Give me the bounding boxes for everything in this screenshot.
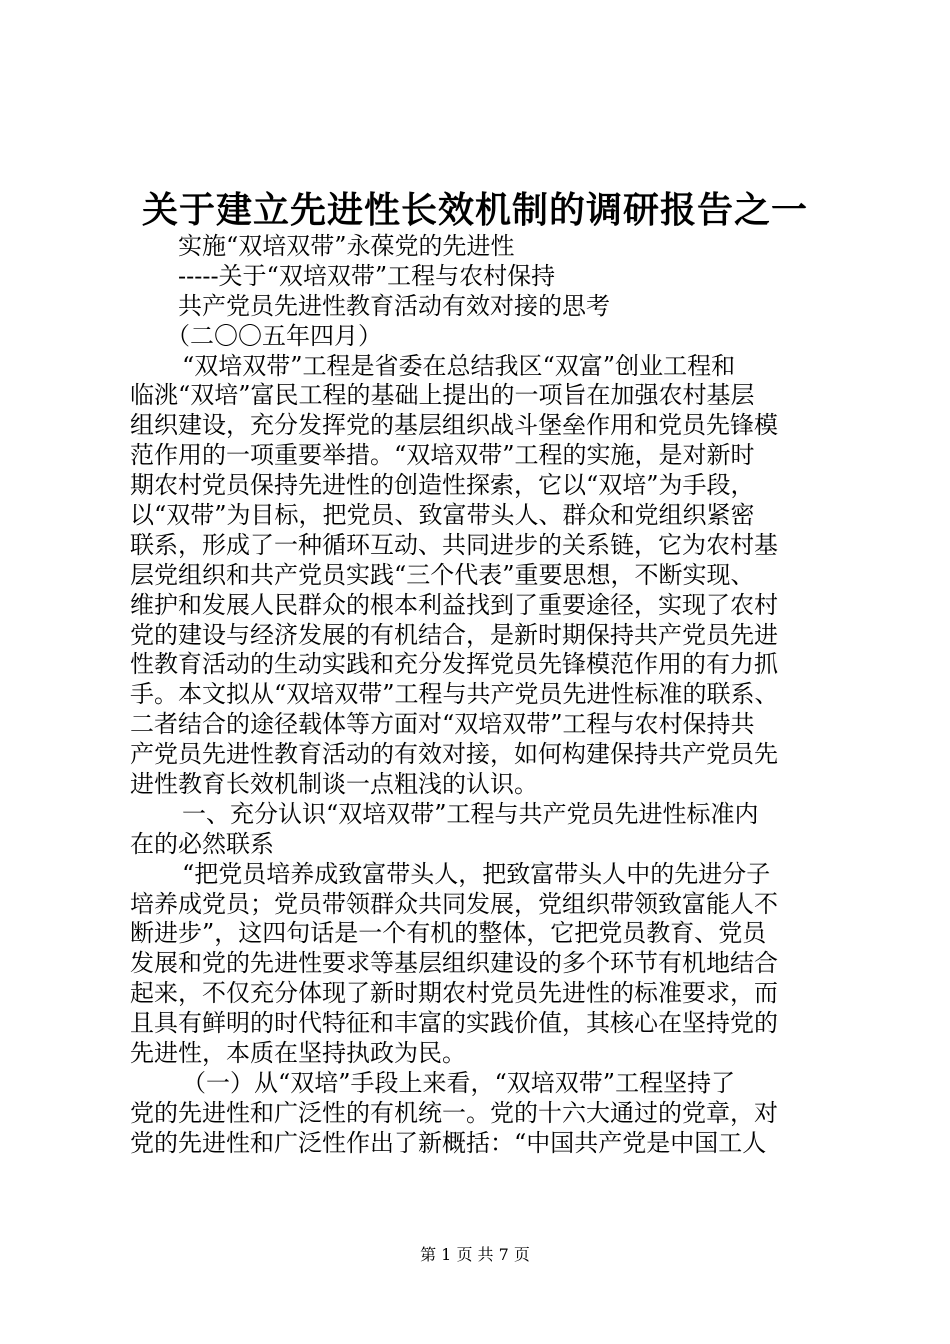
paragraph-line: 且具有鲜明的时代特征和丰富的实践价值，其核心在坚持党的 bbox=[130, 1009, 778, 1038]
paragraph-line: 培养成党员；党员带领群众共同发展，党组织带领致富能人不 bbox=[130, 889, 778, 918]
paragraph-line: 进性教育长效机制谈一点粗浅的认识。 bbox=[130, 770, 538, 799]
paragraph-line: “双培双带”工程是省委在总结我区“双富”创业工程和 bbox=[182, 351, 736, 380]
section-heading: 在的必然联系 bbox=[130, 829, 274, 858]
paragraph-line: 层党组织和共产党员实践“三个代表”重要思想，不断实现、 bbox=[130, 560, 755, 589]
paragraph-line: 党的建设与经济发展的有机结合，是新时期保持共产党员先进 bbox=[130, 620, 778, 649]
paragraph-line: 期农村党员保持先进性的创造性探索，它以“双培”为手段， bbox=[130, 471, 755, 500]
paragraph-line: 党的先进性和广泛性的有机统一。党的十六大通过的党章，对 bbox=[130, 1098, 778, 1127]
paragraph-line: 性教育活动的生动实践和充分发挥党员先锋模范作用的有力抓 bbox=[130, 650, 778, 679]
paragraph-line: 联系，形成了一种循环互动、共同进步的关系链，它为农村基 bbox=[130, 530, 778, 559]
paragraph-line: 范作用的一项重要举措。“双培双带”工程的实施，是对新时 bbox=[130, 441, 755, 470]
paragraph-line: 产党员先进性教育活动的有效对接，如何构建保持共产党员先 bbox=[130, 740, 778, 769]
paragraph-line: 组织建设，充分发挥党的基层组织战斗堡垒作用和党员先锋模 bbox=[130, 411, 778, 440]
subtitle-line: 实施“双培双带”永葆党的先进性 bbox=[178, 232, 515, 260]
paragraph-line: 党的先进性和广泛性作出了新概括：“中国共产党是中国工人 bbox=[130, 1128, 767, 1157]
paragraph-line: 手。本文拟从“双培双带”工程与共产党员先进性标准的联系、 bbox=[130, 680, 779, 709]
section-heading: 一、充分认识“双培双带”工程与共产党员先进性标准内 bbox=[182, 799, 759, 828]
paragraph-line: 维护和发展人民群众的根本利益找到了重要途径，实现了农村 bbox=[130, 590, 778, 619]
document-date: （二〇〇五年四月） bbox=[166, 321, 382, 350]
page-number: 第 1 页 共 7 页 bbox=[420, 1245, 530, 1264]
paragraph-line: 以“双带”为目标，把党员、致富带头人、群众和党组织紧密 bbox=[130, 501, 755, 530]
paragraph-line: “把党员培养成致富带头人，把致富带头人中的先进分子 bbox=[182, 859, 771, 888]
paragraph-line: 二者结合的途径载体等方面对“双培双带”工程与农村保持共 bbox=[130, 710, 755, 739]
paragraph-line: 起来，不仅充分体现了新时期农村党员先进性的标准要求，而 bbox=[130, 979, 778, 1008]
paragraph-line: 断进步”，这四句话是一个有机的整体，它把党员教育、党员 bbox=[130, 919, 767, 948]
document-body bbox=[130, 232, 830, 1159]
paragraph-line: 发展和党的先进性要求等基层组织建设的多个环节有机地结合 bbox=[130, 949, 778, 978]
subtitle-line: 共产党员先进性教育活动有效对接的思考 bbox=[178, 291, 610, 320]
subtitle-line: -----关于“双培双带”工程与农村保持 bbox=[178, 261, 556, 290]
paragraph-line: 临洮“双培”富民工程的基础上提出的一项旨在加强农村基层 bbox=[130, 381, 755, 410]
document-title: 关于建立先进性长效机制的调研报告之一 bbox=[141, 190, 808, 231]
paragraph-line: （一）从“双培”手段上来看，“双培双带”工程坚持了 bbox=[182, 1068, 736, 1097]
paragraph-line: 先进性，本质在坚持执政为民。 bbox=[130, 1039, 466, 1068]
